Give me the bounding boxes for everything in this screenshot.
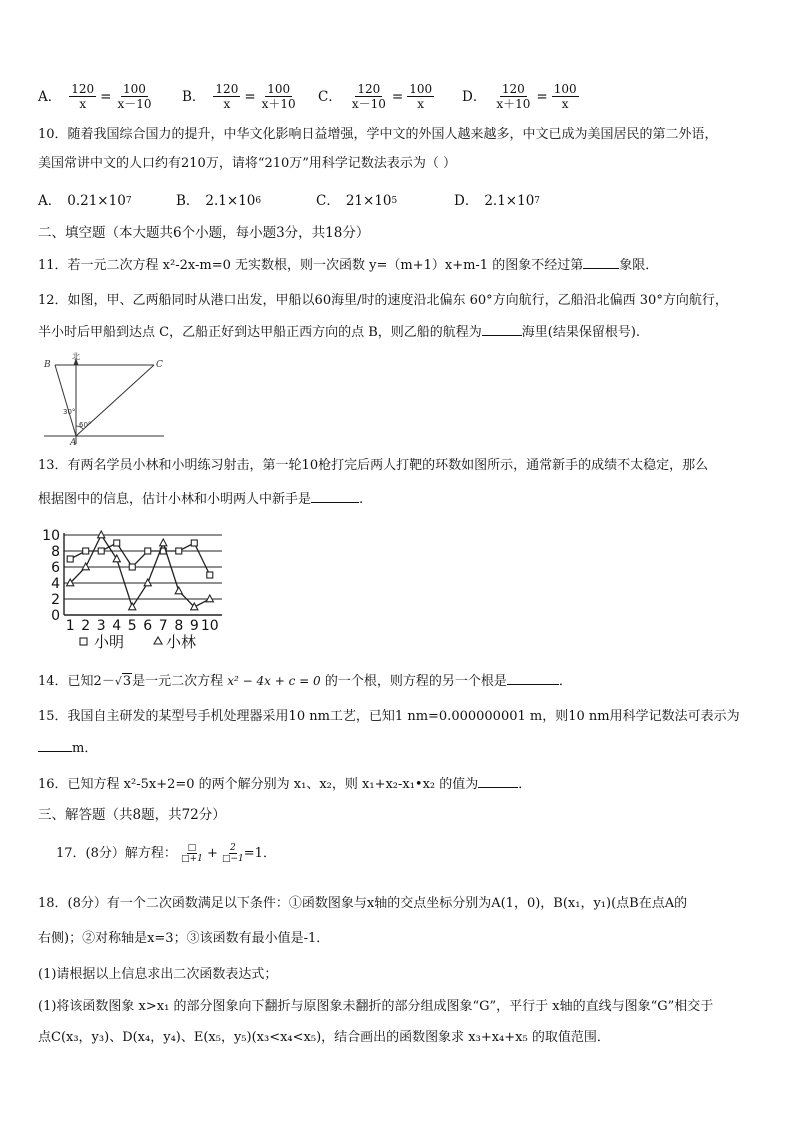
fraction: $\frac{120}{x+10}$ [496, 82, 531, 111]
x-tick-label: 1 [65, 618, 75, 634]
q17: 17．(8分）解方程： $\frac{□}{□+1}$ + $\frac{2}{□-1}$ =1． [56, 843, 276, 864]
y-tick-label: 2 [51, 592, 60, 608]
data-point-square [114, 540, 120, 546]
q12-line2: 半小时后甲船到达点 C，乙船正好到达甲船正西方向的点 B，则乙船的航程为 海里(结果保留根号). [38, 321, 760, 344]
y-tick-label: 4 [51, 576, 60, 592]
data-point-triangle [144, 579, 151, 586]
ship-route-figure [36, 352, 168, 446]
fraction: $\frac{120}{x}$ [215, 82, 239, 111]
x-tick-label: 3 [96, 618, 106, 634]
shooting-score-chart [36, 520, 236, 654]
y-tick-label: 10 [42, 528, 60, 544]
data-point-square [67, 556, 73, 562]
x-tick-label: 2 [81, 618, 91, 634]
section-heading-fill-in: 二、填空题（本大题共6个小题，每小题3分，共18分） [38, 225, 370, 241]
q9-option-a: A． $\frac{120}{x}$ = $\frac{100}{x-10}$ [38, 82, 152, 111]
q9-option-b: B． $\frac{120}{x}$ = $\frac{100}{x+10}$ [182, 82, 296, 111]
q10-option-c: C． 21×10 5 [316, 193, 398, 209]
fraction: $\frac{100}{x-10}$ [117, 82, 152, 111]
q9-option-c: C． $\frac{120}{x-10}$ = $\frac{100}{x}$ [318, 82, 433, 111]
data-point-square [176, 548, 182, 554]
point-b-label: B [44, 360, 51, 370]
q15-line1: 15．我国自主研发的某型号手机处理器采用10 nm工艺，已知1 nm=0.000000001 m，则10 nm用科学记数法可表示为 [38, 709, 740, 724]
y-tick-label: 0 [51, 608, 60, 624]
q10-option-b: B． 2.1×10 6 [176, 193, 262, 209]
data-point-triangle [160, 539, 167, 546]
fraction: $\frac{□}{□+1}$ [181, 843, 203, 864]
q18-line3: (1)请根据以上信息求出二次函数表达式； [38, 967, 278, 982]
data-point-square [129, 564, 135, 570]
line-ba [55, 365, 76, 436]
data-point-square [191, 540, 197, 546]
data-point-triangle [175, 587, 182, 594]
fraction: $\frac{100}{x+10}$ [261, 82, 296, 111]
legend-label-xiaolin: 小林 [166, 633, 197, 651]
q18-line4: (1)将该函数图象 x>x₁ 的部分图象向下翻折与原图象未翻折的部分组成图象“G”，平行于 x轴的直线与图象“G”相交于 [38, 999, 714, 1014]
fraction: $\frac{120}{x}$ [71, 82, 95, 111]
q10-option-a: A． 0.21×10 7 [38, 193, 132, 209]
x-tick-label: 6 [143, 618, 153, 634]
q18-line1: 18．(8分）有一个二次函数满足以下条件：①函数图象与x轴的交点坐标分别为A(1，0)，B(x₁，y₁)(点B在点A的 [38, 896, 688, 911]
legend-label-xiaoming: 小明 [94, 633, 125, 651]
x-tick-label: 9 [189, 618, 199, 634]
q18-line5: 点C(x₃，y₃)、D(x₄，y₄)、E(x₅，y₅)(x₃<x₄<x₅)，结合画出的函数图象求 x₃+x₄+x₅ 的取值范围． [38, 1030, 610, 1045]
q15-line2: m． [38, 737, 760, 760]
data-point-triangle [98, 531, 105, 538]
series-line-xiaoming [70, 543, 210, 575]
legend-marker-triangle [154, 637, 162, 644]
q11: 11．若一元二次方程 x²-2x-m=0 无实数根，则一次函数 y=（m+1）x+m-1 的图象不经过第 象限． [38, 254, 760, 277]
legend-marker-square [80, 638, 87, 645]
q10-options [38, 190, 760, 214]
answer-blank[interactable] [583, 254, 619, 269]
q9-option-d: D． $\frac{120}{x+10}$ = $\frac{100}{x}$ [462, 82, 577, 111]
q12-line1: 12．如图，甲、乙两船同时从港口出发，甲船以60海里/时的速度沿北偏东 60°方向航行，乙船沿北偏西 30°方向航行， [38, 293, 728, 308]
fraction: $\frac{100}{x}$ [409, 82, 433, 111]
q9-options [38, 82, 760, 112]
x-tick-label: 10 [200, 618, 219, 634]
fraction: $\frac{120}{x-10}$ [351, 82, 386, 111]
north-label: 北 [72, 352, 80, 361]
q10-line2: 美国常讲中文的人口约有210万，请将“210万”用科学记数法表示为（ ） [38, 156, 457, 171]
data-point-square [83, 548, 89, 554]
answer-blank[interactable] [478, 773, 518, 788]
point-a-label: A [70, 438, 77, 446]
data-point-square [98, 548, 104, 554]
x-tick-label: 7 [158, 618, 168, 634]
angle-60-label: 60° [79, 421, 92, 429]
data-point-square [145, 548, 151, 554]
q18-line2: 右侧)；②对称轴是x=3；③该函数有最小值是-1． [38, 931, 330, 946]
q13-line2: 根据图中的信息，估计小林和小明两人中新手是 . [38, 488, 760, 511]
x-tick-label: 5 [127, 618, 137, 634]
y-tick-label: 8 [51, 544, 60, 560]
data-point-triangle [82, 563, 89, 570]
x-tick-label: 8 [174, 618, 184, 634]
answer-blank[interactable] [38, 737, 72, 752]
data-point-square [207, 572, 213, 578]
q10-option-d: D． 2.1×10 7 [454, 193, 541, 209]
data-point-triangle [206, 595, 213, 602]
angle-30-label: 30° [63, 408, 76, 416]
q16: 16．已知方程 x²-5x+2=0 的两个解分别为 x₁、x₂，则 x₁+x₂-x₁•x₂ 的值为 ． [38, 773, 760, 796]
x-tick-label: 4 [112, 618, 122, 634]
answer-blank[interactable] [482, 321, 522, 336]
point-c-label: C [156, 360, 163, 370]
fraction: $\frac{100}{x}$ [553, 82, 577, 111]
q10-line1: 10．随着我国综合国力的提升，中华文化影响日益增强，学中文的外国人越来越多，中文已成为美国居民的第二外语， [38, 127, 718, 142]
q14: 14．已知2－√3是一元二次方程 x² − 4x + c = 0 的一个根，则方程的另一个根是 ． [38, 670, 760, 693]
answer-blank[interactable] [311, 488, 359, 503]
fraction: $\frac{2}{□-1}$ [222, 843, 244, 864]
answer-blank[interactable] [507, 670, 559, 685]
q13-line1: 13．有两名学员小林和小明练习射击，第一轮10枪打完后两人打靶的环数如图所示，通常新手的成绩不太稳定，那么 [38, 458, 709, 473]
y-tick-label: 6 [51, 560, 60, 576]
section-heading-solve: 三、解答题（共8题，共72分） [38, 807, 226, 823]
